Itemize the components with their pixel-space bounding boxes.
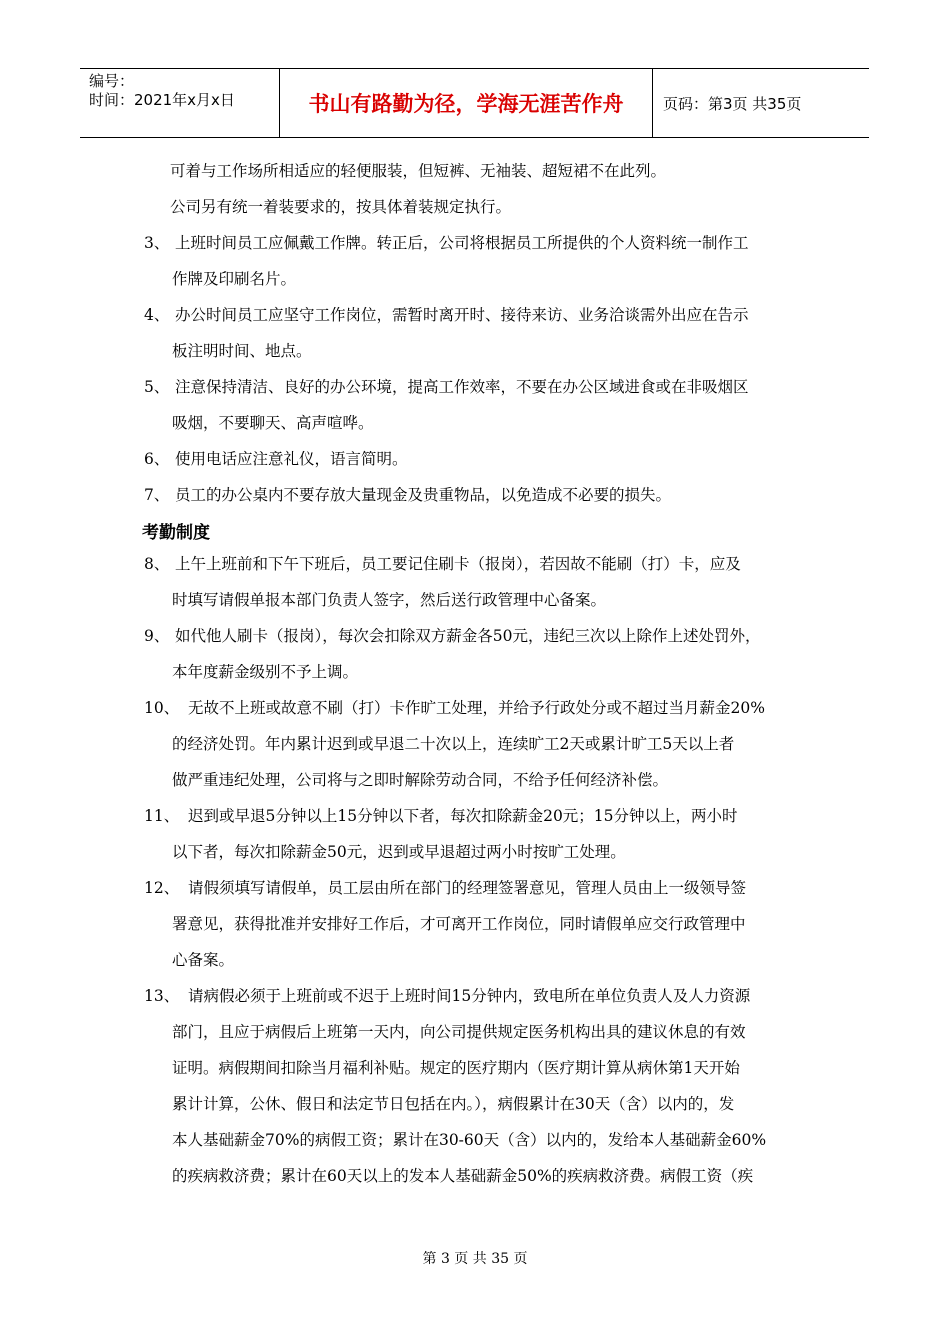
item-line: 做严重违纪处理，公司将与之即时解除劳动合同，不给予任何经济补偿。	[172, 771, 669, 789]
item-line: 请假须填写请假单，员工层由所在部门的经理签署意见，管理人员由上一级领导签	[188, 879, 747, 897]
item-line: 如代他人刷卡（报岗），每次会扣除双方薪金各50元，违纪三次以上除作上述处罚外，	[175, 627, 761, 645]
item-line: 署意见，获得批准并安排好工作后，才可离开工作岗位，同时请假单应交行政管理中	[172, 915, 746, 933]
item-line: 累计计算，公休、假日和法定节日包括在内。），病假累计在30天（含）以内的，发	[172, 1095, 735, 1113]
item-number: 13、	[144, 987, 180, 1005]
page-header	[80, 68, 869, 138]
item-number: 5、	[144, 378, 170, 396]
item-number: 8、	[144, 555, 170, 573]
item-line: 迟到或早退5分钟以上15分钟以下者，每次扣除薪金20元；15分钟以上，两小时	[188, 807, 738, 825]
item-number: 12、	[144, 879, 180, 897]
item-line: 心备案。	[172, 951, 235, 969]
item-line: 证明。病假期间扣除当月福利补贴。规定的医疗期内（医疗期计算从病休第1天开始	[172, 1059, 740, 1077]
item-line: 的经济处罚。年内累计迟到或早退二十次以上，连续旷工2天或累计旷工5天以上者	[172, 735, 735, 753]
item-number: 7、	[144, 486, 170, 504]
item-line: 使用电话应注意礼仪，语言简明。	[175, 450, 408, 468]
page-footer: 第 3 页 共 35 页	[422, 1251, 528, 1267]
item-number: 6、	[144, 450, 170, 468]
item-number: 4、	[144, 306, 170, 324]
item-line: 吸烟，不要聊天、高声喧哗。	[172, 414, 374, 432]
item-number: 9、	[144, 627, 170, 645]
header-motto: 书山有路勤为径，学海无涯苦作舟	[280, 69, 653, 137]
header-page-number: 页码：第3页 共35页	[663, 94, 802, 113]
doc-time-label: 时间：2021年x月x日	[89, 91, 235, 109]
item-line: 无故不上班或故意不刷（打）卡作旷工处理，并给予行政处分或不超过当月薪金20%	[188, 699, 765, 717]
header-meta	[80, 69, 280, 137]
section-title: 考勤制度	[142, 523, 210, 543]
paragraph-line: 可着与工作场所相适应的轻便服装，但短裤、无袖装、超短裙不在此列。	[170, 162, 667, 180]
item-number: 11、	[144, 807, 180, 825]
item-line: 注意保持清洁、良好的办公环境，提高工作效率，不要在办公区域进食或在非吸烟区	[175, 378, 749, 396]
doc-number-label: 编号：	[89, 72, 135, 90]
item-line: 请病假必须于上班前或不迟于上班时间15分钟内，致电所在单位负责人及人力资源	[188, 987, 751, 1005]
item-line: 以下者，每次扣除薪金50元，迟到或早退超过两小时按旷工处理。	[172, 843, 626, 861]
item-line: 本年度薪金级别不予上调。	[172, 663, 359, 681]
item-line: 本人基础薪金70%的病假工资；累计在30-60天（含）以内的，发给本人基础薪金60%	[172, 1131, 767, 1149]
item-line: 作牌及印刷名片。	[172, 270, 297, 288]
item-line: 时填写请假单报本部门负责人签字，然后送行政管理中心备案。	[172, 591, 607, 609]
item-number: 10、	[144, 699, 180, 717]
item-number: 3、	[144, 234, 170, 252]
item-line: 员工的办公桌内不要存放大量现金及贵重物品，以免造成不必要的损失。	[175, 486, 672, 504]
item-line: 上午上班前和下午下班后，员工要记住刷卡（报岗），若因故不能刷（打）卡，应及	[175, 555, 741, 573]
item-line: 上班时间员工应佩戴工作牌。转正后，公司将根据员工所提供的个人资料统一制作工	[175, 234, 749, 252]
item-line: 部门，且应于病假后上班第一天内，向公司提供规定医务机构出具的建议休息的有效	[172, 1023, 746, 1041]
paragraph-line: 公司另有统一着装要求的，按具体着装规定执行。	[170, 198, 512, 216]
item-line: 板注明时间、地点。	[172, 342, 312, 360]
item-line: 的疾病救济费；累计在60天以上的发本人基础薪金50%的疾病救济费。病假工资（疾	[172, 1167, 754, 1185]
item-line: 办公时间员工应坚守工作岗位，需暂时离开时、接待来访、业务洽谈需外出应在告示	[175, 306, 749, 324]
